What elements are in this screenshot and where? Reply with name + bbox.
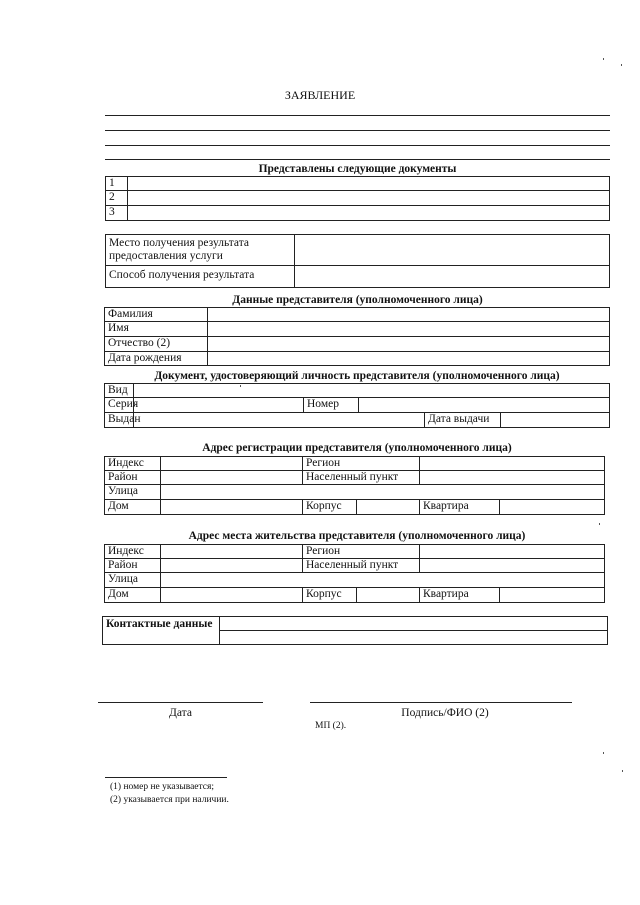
residence-address-table [104, 544, 605, 603]
scan-speck [240, 385, 241, 387]
res-street-label: Улица [105, 573, 161, 588]
reg-building-field[interactable] [357, 500, 420, 515]
doc-row-number: 1 [106, 177, 128, 191]
result-method-field[interactable] [295, 266, 610, 288]
reg-building-label: Корпус [303, 500, 357, 515]
res-building-field[interactable] [357, 588, 420, 603]
blank-line[interactable] [105, 130, 610, 131]
doc-row-field[interactable] [128, 206, 610, 221]
stamp-label: МП (2). [315, 721, 347, 731]
reg-apartment-field[interactable] [500, 500, 605, 515]
doc-row-field[interactable] [128, 191, 610, 206]
number-label: Номер [304, 398, 359, 413]
res-region-field[interactable] [420, 545, 605, 559]
reg-house-label: Дом [105, 500, 161, 515]
signature-line[interactable] [310, 702, 572, 703]
scan-speck [603, 752, 604, 754]
reg-index-field[interactable] [161, 457, 303, 471]
contacts-label: Контактные данные [103, 617, 220, 645]
registration-address-table [104, 456, 605, 515]
reg-street-label: Улица [105, 485, 161, 500]
res-index-label: Индекс [105, 545, 161, 559]
date-label: Дата [169, 707, 192, 719]
blank-line[interactable] [105, 145, 610, 146]
res-house-field[interactable] [161, 588, 303, 603]
footnote-separator [105, 777, 227, 778]
issued-by-field[interactable] [134, 413, 425, 428]
identity-doc-table [104, 383, 610, 428]
doc-type-label: Вид [105, 384, 134, 398]
representative-table [104, 307, 610, 366]
name-field[interactable] [208, 322, 610, 337]
blank-line[interactable] [105, 115, 610, 116]
reg-region-label: Регион [303, 457, 420, 471]
representative-header: Данные представителя (уполномоченного лица) [232, 294, 483, 306]
doc-row-number: 3 [106, 206, 128, 221]
reg-district-field[interactable] [161, 471, 303, 485]
scan-speck [599, 523, 600, 525]
blank-line[interactable] [105, 159, 610, 160]
birthdate-label: Дата рождения [105, 352, 208, 366]
birthdate-field[interactable] [208, 352, 610, 366]
result-place-field[interactable] [295, 235, 610, 266]
reg-apartment-label: Квартира [420, 500, 500, 515]
doc-row-number: 2 [106, 191, 128, 206]
registration-address-header: Адрес регистрации представителя (уполномоченного лица) [202, 442, 512, 454]
patronymic-field[interactable] [208, 337, 610, 352]
doc-type-field[interactable] [134, 384, 610, 398]
footnote-1: (1) номер не указывается; [110, 782, 214, 792]
res-region-label: Регион [303, 545, 420, 559]
reg-house-field[interactable] [161, 500, 303, 515]
footnote-2: (2) указывается при наличии. [110, 795, 229, 805]
reg-street-field[interactable] [161, 485, 605, 500]
reg-region-field[interactable] [420, 457, 605, 471]
doc-row-field[interactable] [128, 177, 610, 191]
res-house-label: Дом [105, 588, 161, 603]
result-method-label: Способ получения результата [106, 266, 295, 288]
issue-date-label: Дата выдачи [425, 413, 501, 428]
res-locality-field[interactable] [420, 559, 605, 573]
documents-header: Представлены следующие документы [258, 163, 457, 175]
res-index-field[interactable] [161, 545, 303, 559]
series-label: Серия [105, 398, 134, 413]
res-apartment-label: Квартира [420, 588, 500, 603]
reg-locality-field[interactable] [420, 471, 605, 485]
name-label: Имя [105, 322, 208, 337]
reg-district-label: Район [105, 471, 161, 485]
res-district-label: Район [105, 559, 161, 573]
surname-label: Фамилия [105, 308, 208, 322]
number-field[interactable] [359, 398, 610, 413]
identity-doc-header: Документ, удостоверяющий личность представителя (уполномоченного лица) [154, 370, 560, 382]
res-locality-label: Населенный пункт [303, 559, 420, 573]
contacts-field[interactable] [220, 617, 608, 631]
contacts-field[interactable] [220, 631, 608, 645]
signature-label: Подпись/ФИО (2) [401, 707, 489, 719]
reg-index-label: Индекс [105, 457, 161, 471]
series-field[interactable] [134, 398, 304, 413]
document-title: ЗАЯВЛЕНИЕ [284, 88, 356, 102]
res-building-label: Корпус [303, 588, 357, 603]
reg-locality-label: Населенный пункт [303, 471, 420, 485]
contacts-table [102, 616, 608, 645]
res-apartment-field[interactable] [500, 588, 605, 603]
res-street-field[interactable] [161, 573, 605, 588]
scan-speck [603, 58, 604, 60]
result-table [105, 234, 610, 288]
residence-address-header: Адрес места жительства представителя (уполномоченного лица) [188, 530, 526, 542]
scan-speck [621, 64, 622, 66]
surname-field[interactable] [208, 308, 610, 322]
result-place-label: Место получения результата предоставления услуги [106, 235, 295, 266]
date-line[interactable] [98, 702, 263, 703]
issue-date-field[interactable] [501, 413, 610, 428]
documents-table [105, 176, 610, 221]
res-district-field[interactable] [161, 559, 303, 573]
issued-by-label: Выдан [105, 413, 134, 428]
patronymic-label: Отчество (2) [105, 337, 208, 352]
scan-speck [622, 770, 623, 772]
